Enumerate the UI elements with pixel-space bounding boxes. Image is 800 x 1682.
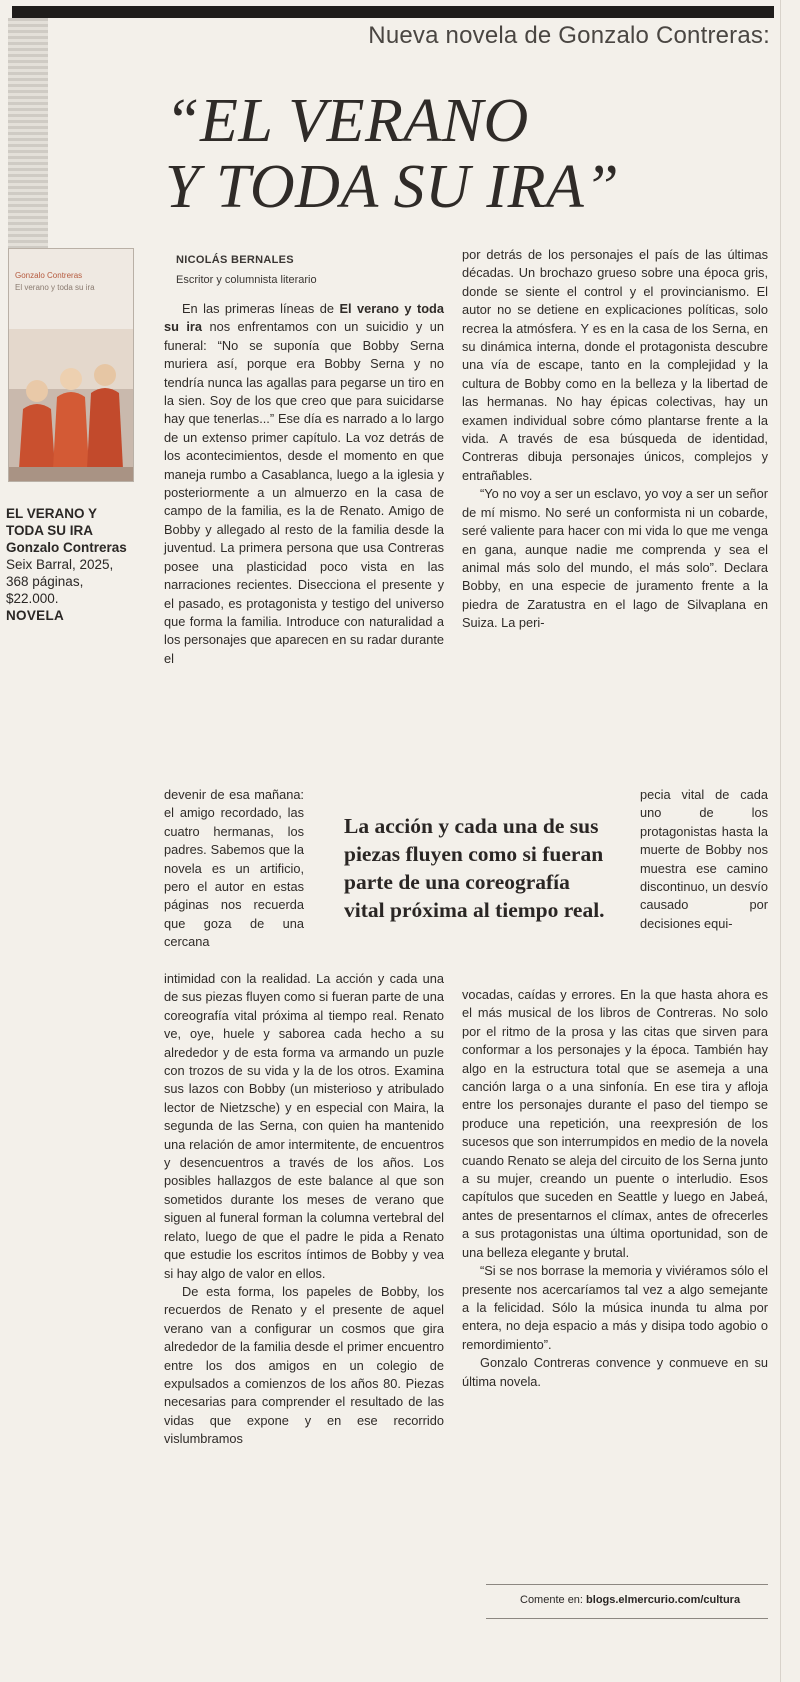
author-name: NICOLÁS BERNALES: [176, 254, 294, 266]
headline: [165, 88, 725, 220]
paragraph: por detrás de los personajes el país de las últimas décadas. Un brochazo grueso sobre una época gris, donde se siente el control y el provincianismo. El autor no se detiene en explicaciones políticas, solo recrea la atmósfera. Y es en la casa de los Serna, en su dinámica interna, donde el protagonista descubre una vía de escape, tanto en la complejidad y la cultura de Bobby como en la belleza y la libertad de las hermanas. No hay épicas colectivas, hay un examen individual sobre cómo plantarse frente a la vida. A través de esa búsqueda de identidad, Contreras dibuja personajes únicos, complejos y entrañables.: [462, 247, 768, 483]
article-column-1-bottom: [164, 970, 444, 1449]
paragraph: “Yo no voy a ser un esclavo, yo voy a ser un señor de mí mismo. No seré un conformista ni un cobarde, seré valiente para hacer con mi vida lo que me venga en gana, aunque nadie me comprenda y sea el animal más solo del mundo, el más solo”. Declara Bobby, en una especie de juramento frente a la piedra de Zaratustra en el lago de Silvaplana en Suiza. La peri-: [462, 486, 768, 631]
byline: [176, 250, 456, 290]
article-column-1-top: [164, 300, 444, 668]
lead-text: En las primeras líneas de: [182, 301, 340, 316]
top-rule: [12, 6, 774, 18]
headline-line-1: “EL VERANO: [165, 87, 529, 155]
cover-photo: [9, 329, 133, 481]
pull-quote: La acción y cada una de sus piezas fluyen como si fueran parte de una coreografía vital próxima al tiempo real.: [344, 814, 605, 922]
footer-label: Comente en:: [520, 1594, 583, 1606]
footer-comment: [520, 1594, 770, 1606]
book-title: EL VERANO Y TODA SU IRA: [6, 506, 97, 538]
kicker: Nueva novela de Gonzalo Contreras:: [368, 22, 770, 49]
cover-title: El verano y toda su ira: [15, 283, 95, 292]
paragraph: intimidad con la realidad. La acción y cada una de sus piezas fluyen como si fueran parte de una coreografía vital próxima al tiempo real. Renato ve, oye, huele y saborea cada hecho a su alrededor y de esta forma va armando un puzle con trozos de su vida y la de los otros. Examina sus lazos con Bobby (un misterioso y atribulado lector de Nietzsche) y en especial con Maira, la segunda de las Serna, con quien ha mantenido una relación de amor intermitente, de encuentros y desencuentros a través de los años. Los posibles hallazgos de este balance al que son sometidos durante los meses de verano que siguen al funeral forman la columna vertebral del relato, luego de que el padre le pida a Renato que estudie los escritos íntimos de Bobby y vea si hay algo de valor en ellos.: [164, 971, 444, 1281]
paragraph: “Si se nos borrase la memoria y viviéramos sólo el presente nos acercaríamos tal vez a algo semejante a la felicidad. Sólo la música inunda tu alma por entera, no deja espacio a más y disipa todo agobio o remordimiento”.: [462, 1263, 768, 1352]
cut-edge-texture: [8, 18, 48, 248]
lead-book-title: El verano y toda su ira: [164, 301, 444, 335]
book-info: [6, 505, 136, 624]
article-column-1-wrap: [164, 786, 304, 952]
article-column-2-wrap: [640, 786, 768, 933]
footer-rule-bottom: [486, 1618, 768, 1619]
article-column-2-bottom: [462, 986, 768, 1391]
paragraph: Gonzalo Contreras convence y conmueve en su última novela.: [462, 1355, 768, 1389]
cover-author: Gonzalo Contreras: [15, 271, 83, 280]
paragraph: pecia vital de cada uno de los protagonistas hasta la muerte de Bobby nos muestra ese camino discontinuo, un desvío causado por decisiones equi-: [640, 787, 768, 931]
lead-rest: nos enfrentamos con un suicidio y un funeral: “No se suponía que Bobby Serna muriera así, porque era Bobby Serna y no tendría nunca las agallas para pegarse un tiro en la sien. Soy de los que creo que para suicidarse hay que tenerlas...” Ese día es narrado a lo largo de un extenso primer capítulo. La voz detrás de los acontecimientos, desde el momento en que maneja rumbo a Casablanca, luego a la iglesia y posteriormente a un almuerzo en la casa de campo de la familia, es la de Renato. Amigo de Bobby y allegado al resto de la familia desde la juventud. La primera persona que usa Contreras posee una plasticidad poco vista en las narraciones recientes. Diseccionа el presente y el pasado, es protagonista y testigo del universo que forma la familia. Introduce con naturalidad a los personajes que aparecen en su radar durante el: [164, 319, 444, 666]
book-cover-image: [8, 248, 134, 482]
headline-line-2: Y TODA SU IRA”: [165, 153, 620, 221]
footer-rule-top: [486, 1584, 768, 1585]
article-column-2-top: [462, 246, 768, 633]
paragraph: devenir de esa mañana: el amigo recordado, las cuatro hermanas, los padres. Sabemos que la novela es un artificio, pero el autor en estas páginas nos recuerda que goza de una cercana: [164, 787, 304, 950]
book-author: Gonzalo Contreras: [6, 540, 127, 555]
page-edge: [780, 0, 781, 1682]
book-genre: NOVELA: [6, 608, 65, 623]
paragraph: vocadas, caídas y errores. En la que hasta ahora es el más musical de los libros de Contreras. No solo por el ritmo de la prosa y las citas que sirven para conformar a los personajes y la época. También hay algo en la estructura total que se asemeja a una canción larga o a una sinfonía. En ese tira y afloja entre los personajes durante el paso del tiempo se produce una repetición, una reexpresión de los sucesos que son interrumpidos en medio de la novela cuando Renato se aleja del circuito de los Serna junto a su mujer, creando un puente o interludio. Esos capítulos que suceden en Seattle y luego en Jabeá, antes de presentarnos el clímax, antes de ofrecerles a sus protagonistas una última oportunidad, son de una belleza elegante y brutal.: [462, 987, 768, 1260]
book-publisher: Seix Barral, 2025, 368 páginas, $22.000.: [6, 557, 114, 606]
paragraph: De esta forma, los papeles de Bobby, los recuerdos de Renato y el presente de aquel verano van a configurar un cosmos que gira alrededor de la familia desde el primer encuentro entre los dos amigos en un colegio de expulsados a comienzos de los años 80. Piezas necesarias para comprender el resultado de las vidas que expone y en ese recorrido vislumbramos: [164, 1283, 444, 1447]
footer-url: blogs.elmercurio.com/cultura: [586, 1594, 741, 1606]
author-role: Escritor y columnista literario: [176, 274, 317, 286]
